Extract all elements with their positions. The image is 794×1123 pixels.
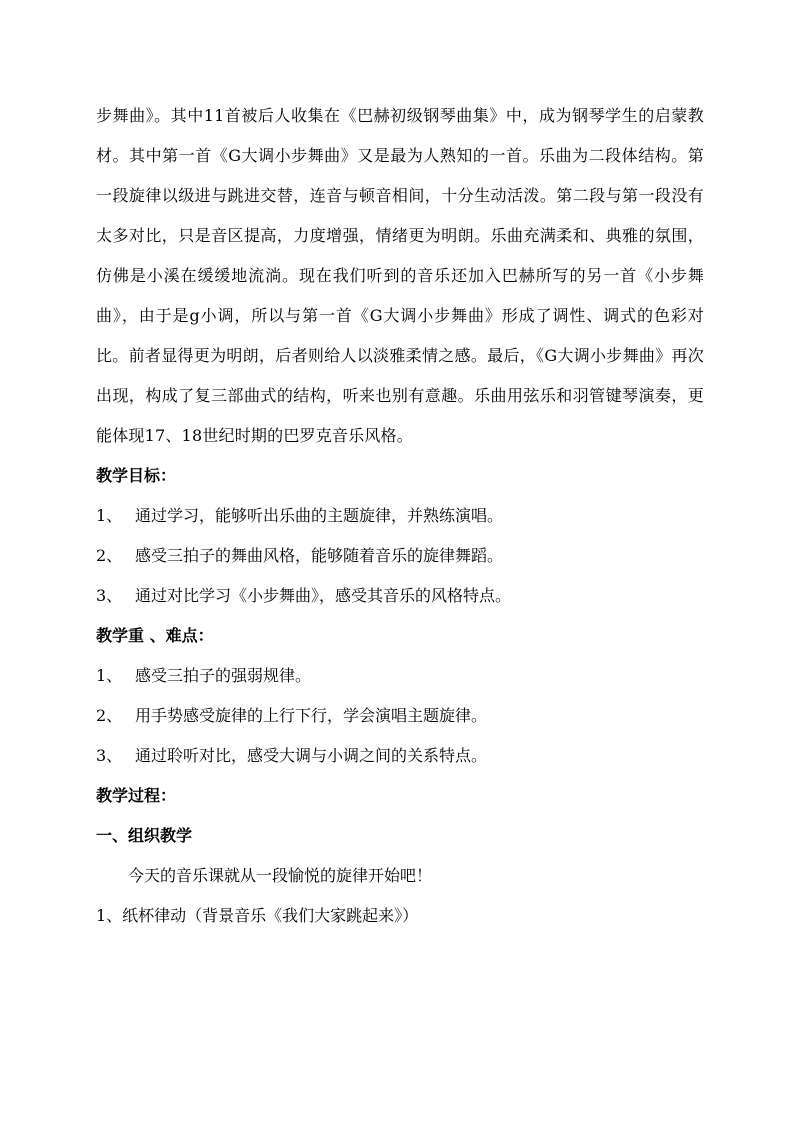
key-point-number: 3、 [96,746,123,765]
key-point-text: 用手势感受旋律的上行下行，学会演唱主题旋律。 [135,706,488,725]
key-point-number: 1、 [96,666,123,685]
document-body [96,96,704,936]
key-point-item-2 [96,696,704,736]
key-point-item-3 [96,736,704,776]
key-point-text: 通过聆听对比，感受大调与小调之间的关系特点。 [135,746,488,765]
key-points-heading: 教学重 、难点： [96,626,214,645]
key-point-number: 2、 [96,706,123,725]
objective-number: 2、 [96,546,123,565]
objectives-heading: 教学目标： [96,466,177,485]
intro-paragraph: 步舞曲》。其中11首被后人收集在《巴赫初级钢琴曲集》中，成为钢琴学生的启蒙教材。其中第一首《G大调小步舞曲》又是最为人熟知的一首。乐曲为二段体结构。第一段旋律以级进与跳进交替，连音与顿音相间，十分生动活泼。第二段与第一段没有太多对比，只是音区提高，力度增强，情绪更为明朗。乐曲充满柔和、典雅的氛围，仿佛是小溪在缓缓地流淌。现在我们听到的音乐还加入巴赫所写的另一首《小步舞曲》，由于是g小调，所以与第一首《G大调小步舞曲》形成了调性、调式的色彩对比。前者显得更为明朗，后者则给人以淡雅柔情之感。最后，《G大调小步舞曲》再次出现，构成了复三部曲式的结构，听来也别有意趣。乐曲用弦乐和羽管键琴演奏，更能体现17、18世纪时期的巴罗克音乐风格。 [96,106,704,445]
step-one: 1、纸杯律动（背景音乐《我们大家跳起来》） [96,906,419,925]
objective-item-2 [96,536,704,576]
objective-text: 感受三拍子的舞曲风格，能够随着音乐的旋律舞蹈。 [135,546,504,565]
intro-sentence: 今天的音乐课就从一段愉悦的旋律开始吧！ [128,866,433,885]
objective-text: 通过学习，能够听出乐曲的主题旋律，并熟练演唱。 [135,506,504,525]
key-point-text: 感受三拍子的强弱规律。 [135,666,312,685]
objective-number: 1、 [96,506,123,525]
section-one-heading: 一、组织教学 [96,826,193,845]
objective-text: 通过对比学习《小步舞曲》，感受其音乐的风格特点。 [135,586,512,605]
process-heading: 教学过程： [96,786,177,805]
key-point-item-1 [96,656,704,696]
objective-number: 3、 [96,586,123,605]
objective-item-3 [96,576,704,616]
objective-item-1 [96,496,704,536]
